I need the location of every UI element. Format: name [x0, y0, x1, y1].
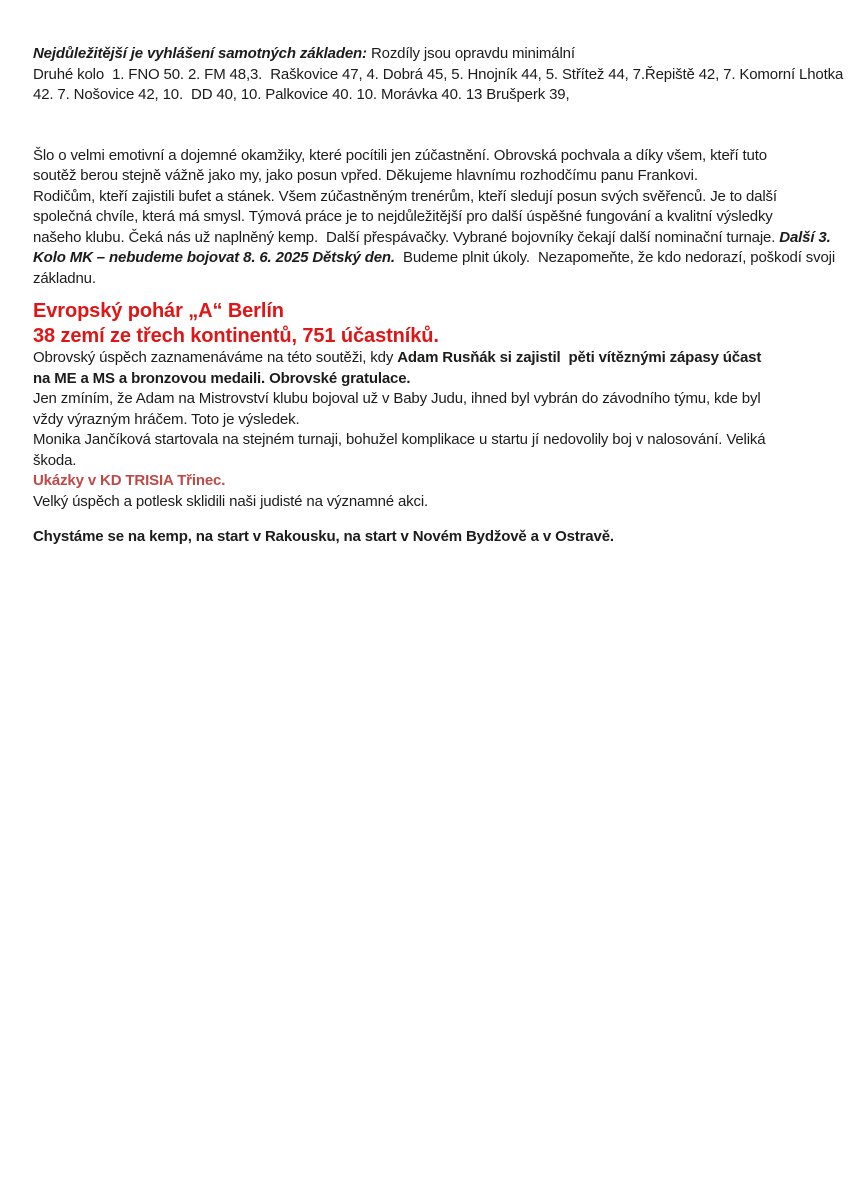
recap-line-4: společná chvíle, která má smysl. Týmová práce je to nejdůležitější pro další úspěšné fungování a kvalitní výsledky [33, 208, 773, 225]
european-cup-line-3: Jen zmíním, že Adam na Mistrovství klubu bojoval už v Baby Judu, ihned byl vybrán do závodního týmu, kde byl [33, 390, 761, 407]
recap-line-7: základnu. [33, 269, 96, 287]
recap-section [33, 146, 836, 290]
european-cup-line-1-normal: Obrovský úspěch zaznamenáváme na této soutěži, kdy [33, 349, 398, 366]
standings-results-line-1: Druhé kolo 1. FNO 50. 2. FM 48,3. Raškovice 47, 4. Dobrá 45, 5. Hnojník 44, 5. Střítež 44, 7.Řepiště 42, 7. Komorní Lhotka [33, 65, 844, 83]
european-cup-line-2: na ME a MS a bronzovou medaili. Obrovské gratulace. [33, 369, 411, 387]
european-cup-heading-line-1: Evropský pohár „A“ Berlín [33, 300, 284, 322]
recap-line-6-rest: Budeme plnit úkoly. Nezapomeňte, že kdo nedorazí, poškodí svoji [394, 249, 836, 266]
plans-line-1: Chystáme se na kemp, na start v Rakousku, na start v Novém Bydžově a v Ostravě. [33, 528, 614, 545]
standings-lead-line [33, 44, 825, 65]
recap-line-2: soutěž berou stejně vážně jako my, jako posun vpřed. Děkujeme hlavnímu rozhodčímu panu Frankovi. [33, 167, 698, 184]
trisia-heading: Ukázky v KD TRISIA Třinec. [33, 472, 226, 489]
recap-line-6-bold-italic: Kolo MK – nebudeme bojovat 8. 6. 2025 Dětský den. [33, 249, 395, 266]
plans-section [33, 527, 825, 548]
trisia-line-1: Velký úspěch a potlesk sklidili naši judisté na významné akci. [33, 492, 429, 510]
european-cup-line-1-bold: Adam Rusňák si zajistil pěti vítěznými zápasy účast [397, 349, 762, 366]
european-cup-line-5: Monika Jančíková startovala na stejném turnaji, bohužel komplikace u startu jí nedovolily boj v nalosování. Veliká [33, 431, 766, 448]
recap-line-5-normal: našeho klubu. Čeká nás už naplněný kemp. Další přespávačky. Vybrané bojovníky čekají další nominační turnaje. [33, 228, 780, 246]
recap-line-1: Šlo o velmi emotivní a dojemné okamžiky, které pocítili jen zúčastnění. Obrovská pochvala a díky všem, kteří tuto [33, 146, 767, 164]
european-cup-heading [33, 299, 825, 348]
european-cup-line-6: škoda. [33, 451, 77, 469]
recap-line-6 [33, 248, 836, 269]
trisia-section [33, 471, 825, 512]
european-cup-line-4: vždy výrazným hráčem. Toto je výsledek. [33, 410, 300, 428]
recap-line-5-bold-italic: Další 3. [779, 228, 831, 246]
standings-results-line-2: 42. 7. Nošovice 42, 10. DD 40, 10. Palkovice 40. 10. Morávka 40. 13 Brušperk 39, [33, 86, 570, 103]
recap-line-3: Rodičům, kteří zajistili bufet a stánek. Všem zúčastněným trenérům, kteří sledují posun svých svěřenců. Je to další [33, 187, 777, 205]
standings-lead-bold-italic: Nejdůležitější je vyhlášení samotných základen: [33, 45, 367, 62]
standings-section [33, 44, 844, 106]
european-cup-line-1 [33, 348, 825, 369]
standings-lead-rest: Rozdíly jsou opravdu minimální [366, 45, 575, 62]
european-cup-section [33, 299, 825, 471]
european-cup-heading-line-2: 38 zemí ze třech kontinentů, 751 účastníků. [33, 324, 439, 347]
recap-line-5 [33, 228, 831, 249]
